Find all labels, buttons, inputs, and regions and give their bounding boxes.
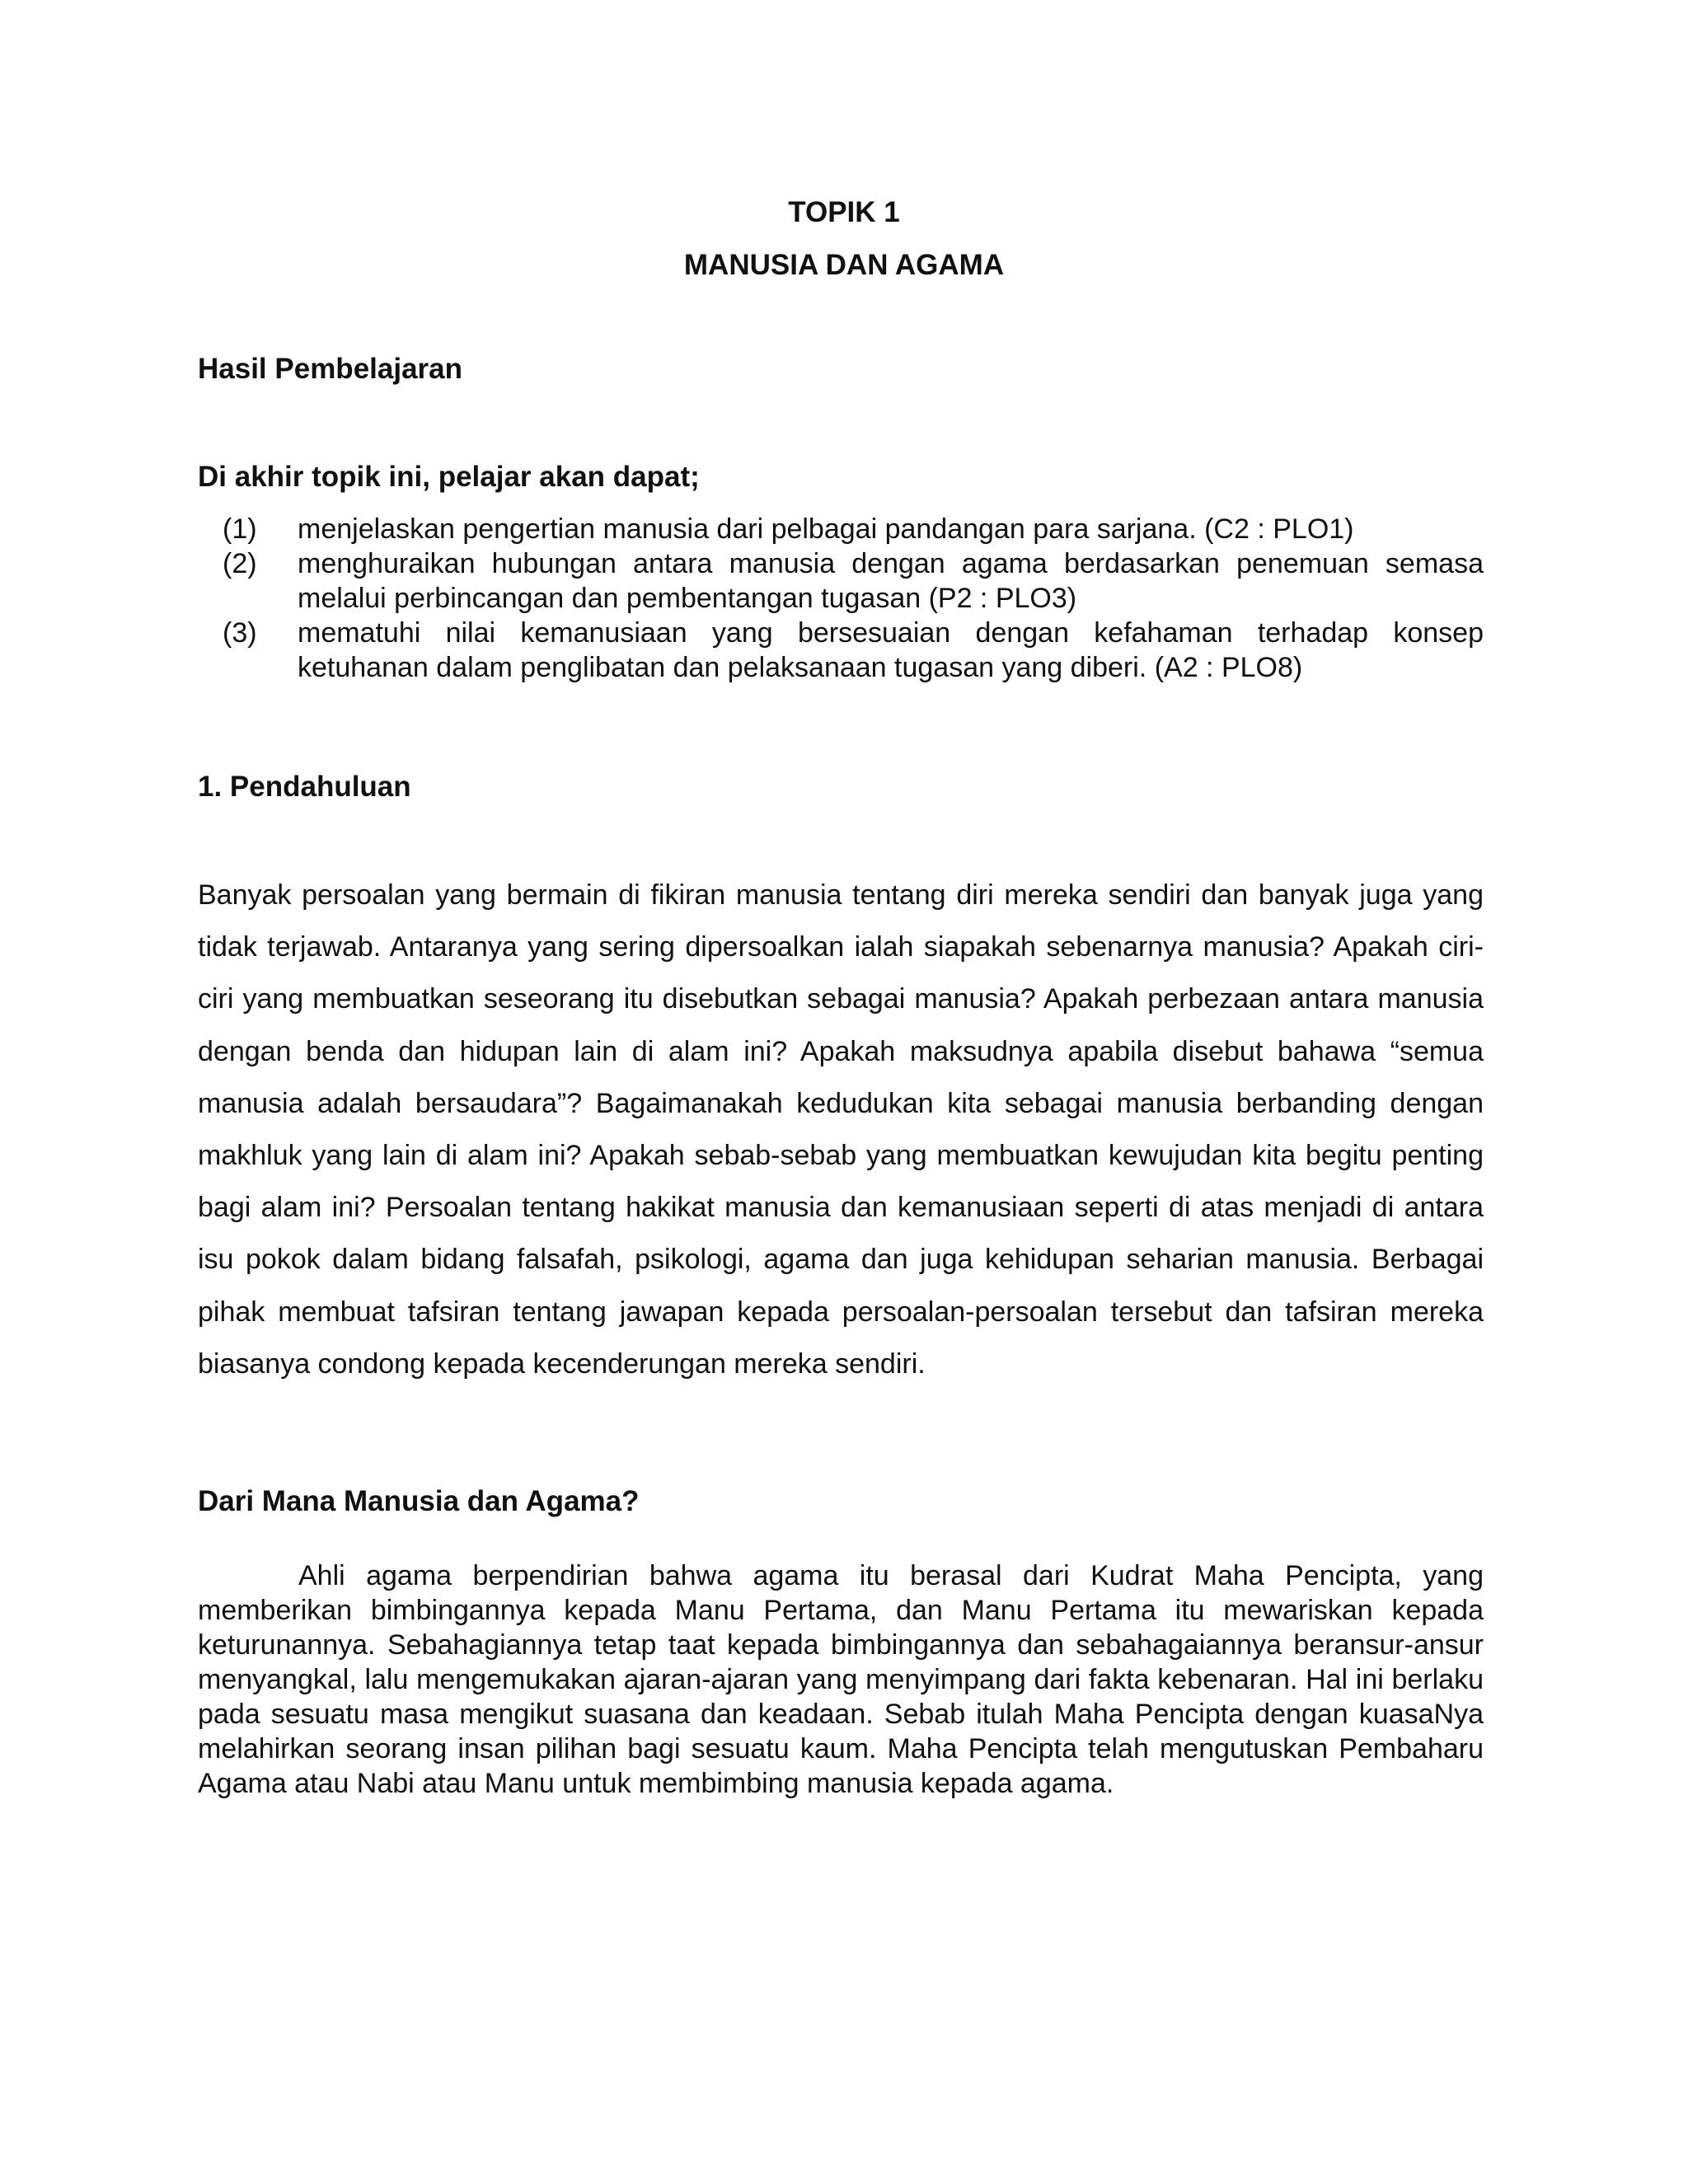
list-item: [198, 616, 1484, 685]
learning-outcomes-list: [198, 512, 1484, 685]
list-item-text: menghuraikan hubungan antara manusia dengan agama berdasarkan penemuan semasa melalui perbincangan dan pembentangan tugasan (P2 : PLO3): [298, 548, 1484, 614]
learning-outcomes-heading: Hasil Pembelajaran: [198, 353, 462, 385]
list-item-text: menjelaskan pengertian manusia dari pelbagai pandangan para sarjana. (C2 : PLO1): [298, 513, 1354, 545]
learning-outcomes-intro: Di akhir topik ini, pelajar akan dapat;: [198, 461, 700, 493]
list-item-number: (3): [223, 617, 257, 649]
topic-number: TOPIK 1: [788, 196, 900, 228]
pendahuluan-paragraph: Banyak persoalan yang bermain di fikiran manusia tentang diri mereka sendiri dan banyak juga yang tidak terjawab. Antaranya yang sering dipersoalkan ialah siapakah sebenarnya manusia? Apakah ciri-ciri yang membuatkan seseorang itu disebutkan sebagai manusia? Apakah perbezaan antara manusia dengan benda dan hidupan lain di alam ini? Apakah maksudnya apabila disebut bahawa “semua manusia adalah bersaudara”? Bagaimanakah kedudukan kita sebagai manusia berbanding dengan makhluk yang lain di alam ini? Apakah sebab-sebab yang membuatkan kewujudan kita begitu penting bagi alam ini? Persoalan tentang hakikat manusia dan kemanusiaan seperti di atas menjadi di antara isu pokok dalam bidang falsafah, psikologi, agama dan juga kehidupan seharian manusia. Berbagai pihak membuat tafsiran tentang jawapan kepada persoalan-persoalan tersebut dan tafsiran mereka biasanya condong kepada kecenderungan mereka sendiri.: [198, 879, 1484, 1380]
list-item-text: mematuhi nilai kemanusiaan yang bersesuaian dengan kefahaman terhadap konsep ketuhanan dalam penglibatan dan pelaksanaan tugasan yang diberi. (A2 : PLO8): [298, 617, 1484, 683]
list-item: [198, 512, 1484, 546]
topic-title: MANUSIA DAN AGAMA: [683, 249, 1005, 281]
list-item: [198, 546, 1484, 616]
dari-mana-paragraph: Ahli agama berpendirian bahwa agama itu berasal dari Kudrat Maha Pencipta, yang memberikan bimbingannya kepada Manu Pertama, dan Manu Pertama itu mewariskan kepada keturunannya. Sebahagiannya tetap taat kepada bimbingannya dan sebahagaiannya beransur-ansur menyangkal, lalu mengemukakan ajaran-ajaran yang menyimpang dari fakta kebenaran. Hal ini berlaku pada sesuatu masa mengikut suasana dan keadaan. Sebab itulah Maha Pencipta dengan kuasaNya melahirkan seorang insan pilihan bagi sesuatu kaum. Maha Pencipta telah mengutuskan Pembaharu Agama atau Nabi atau Manu untuk membimbing manusia kepada agama.: [198, 1560, 1484, 1799]
list-item-number: (2): [223, 548, 257, 579]
section-heading-pendahuluan: 1. Pendahuluan: [198, 771, 411, 803]
list-item-number: (1): [223, 513, 257, 545]
section-heading-dari-mana: Dari Mana Manusia dan Agama?: [198, 1485, 640, 1517]
